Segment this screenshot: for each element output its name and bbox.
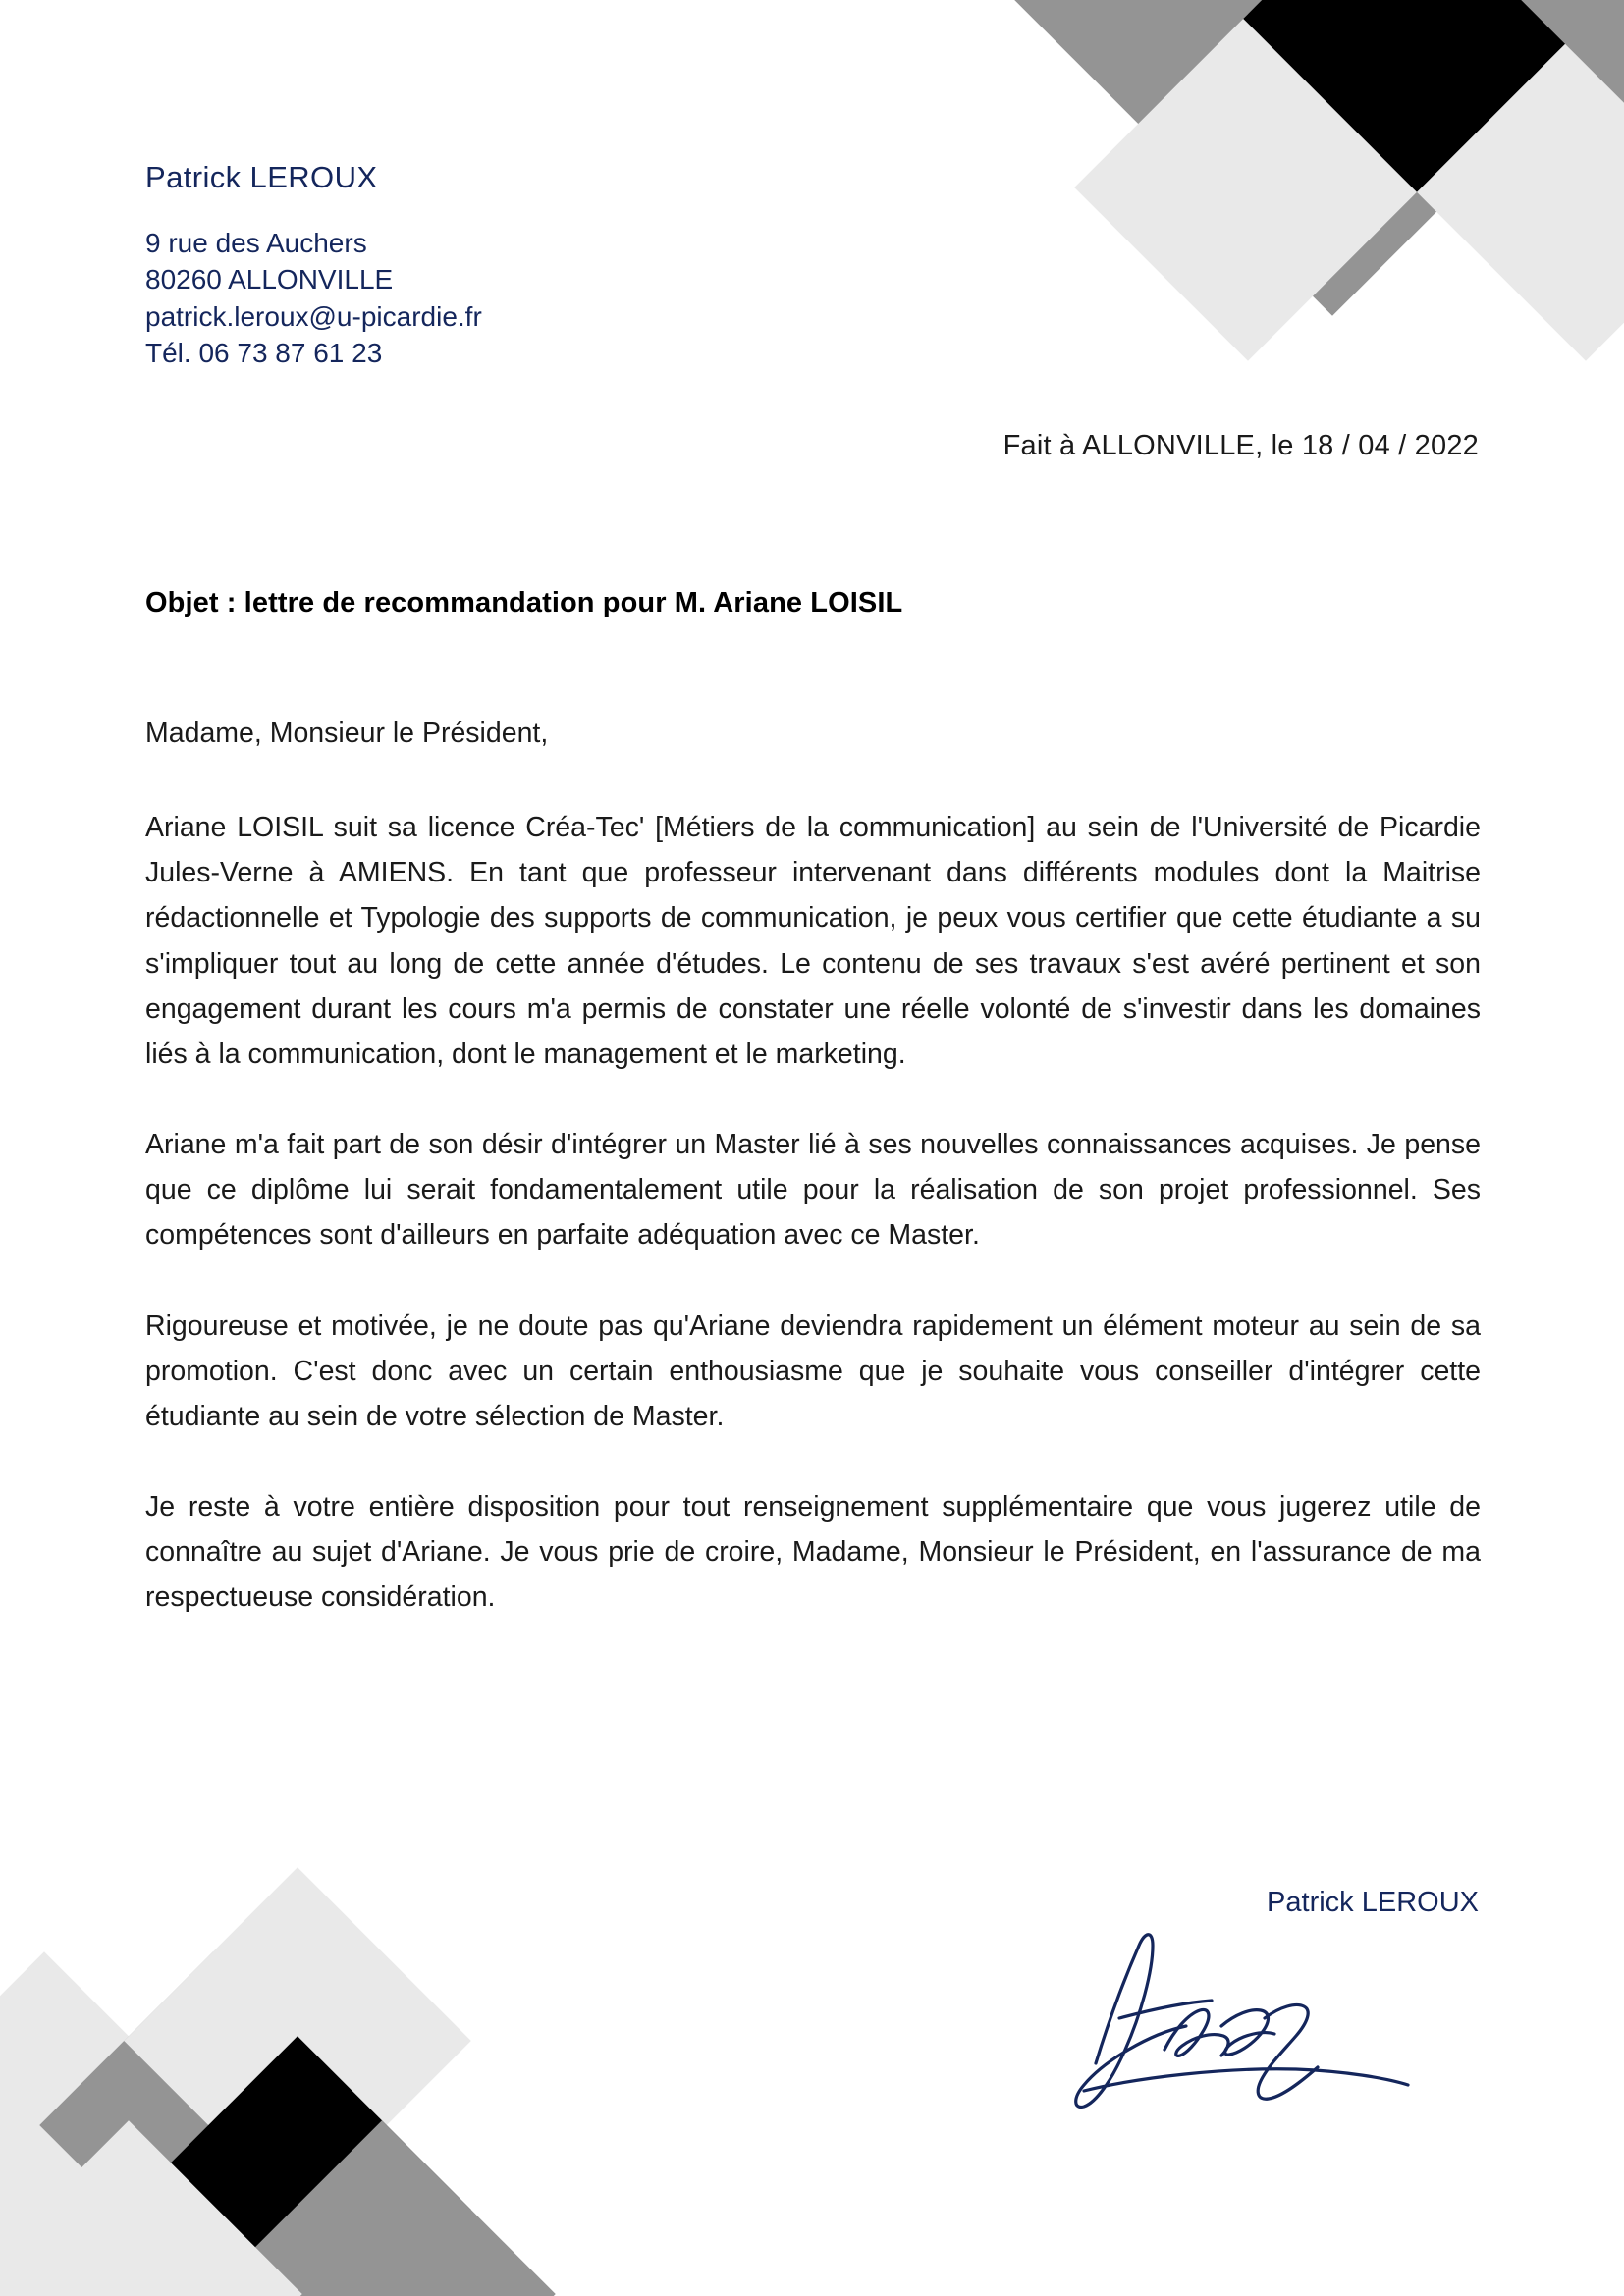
sender-email[interactable]: patrick.leroux@u-picardie.fr (145, 300, 482, 332)
letter-body (145, 711, 1481, 1621)
deco-diamond-grey-1 (990, 0, 1337, 149)
sender-block (145, 159, 482, 371)
deco-diamond-grey-5 (39, 1951, 387, 2296)
sender-phone: Tél. 06 73 87 61 23 (145, 337, 383, 368)
sender-contact-lines (145, 225, 482, 371)
sender-address-line1: 9 rue des Auchers (145, 228, 367, 259)
body-paragraph-2: Ariane m'a fait part de son désir d'intégrer un Master lié à ses nouvelles connaissances acquises. Je pense que ce diplôme lui serait fondamentalement utile pour la réalisation de son projet professionnel. Ses compétences sont d'ailleurs en parfaite adéquation avec ce Master. (145, 1129, 1481, 1252)
sender-name: Patrick LEROUX (145, 160, 378, 194)
body-paragraph-1: Ariane LOISIL suit sa licence Créa-Tec' [Métiers de la communication] au sein de l'Université de Picardie Jules-Verne à AMIENS. En tant que professeur intervenant dans différents modules dont la Maitrise rédactionnelle et Typologie des supports de communication, je peux vous certifier que cette étudiante a su s'impliquer tout au long de cette année d'études. Le contenu de ses travaux s'est avéré pertinent et son engagement durant les cours m'a permis de constater une réelle volonté de s'investir dans les domaines liés à la communication, dont le management et le marketing. (145, 812, 1481, 1070)
date-line: Fait à ALLONVILLE, le 18 / 04 / 2022 (1002, 430, 1479, 461)
handwritten-signature-icon (1001, 1924, 1414, 2160)
deco-diamond-light-2 (1412, 14, 1624, 361)
body-paragraph-4: Je reste à votre entière disposition pour tout renseignement supplémentaire que vous jugerez utile de connaître au sujet d'Ariane. Je vous prie de croire, Madame, Monsieur le Président, en l'assurance de ma respectueuse considération. (145, 1491, 1481, 1614)
deco-diamond-light-5 (0, 2120, 302, 2296)
deco-diamond-light-3 (0, 1951, 218, 2296)
signature-name: Patrick LEROUX (1267, 1887, 1479, 1918)
deco-diamond-grey-3 (1327, 0, 1624, 149)
body-paragraph-3: Rigoureuse et motivée, je ne doute pas qu'Ariane deviendra rapidement un élément moteur au sein de sa promotion. C'est donc avec un certain enthousiasme que je souhaite vous conseiller d'intégrer cette étudiante au sein de votre sélection de Master. (145, 1309, 1481, 1432)
deco-diamond-grey-4 (1496, 0, 1624, 149)
deco-diamond-grey-2 (1159, 0, 1506, 316)
deco-diamond-grey-6 (208, 2120, 556, 2296)
salutation: Madame, Monsieur le Président, (145, 718, 549, 749)
sender-address-line2: 80260 ALLONVILLE (145, 264, 394, 295)
deco-diamond-light-1 (1074, 14, 1422, 361)
deco-diamond-black-2 (124, 2036, 471, 2296)
deco-diamond-light-4 (124, 1867, 471, 2215)
deco-diamond-black-1 (1243, 0, 1591, 192)
subject-line: Objet : lettre de recommandation pour M. Ariane LOISIL (145, 587, 903, 618)
